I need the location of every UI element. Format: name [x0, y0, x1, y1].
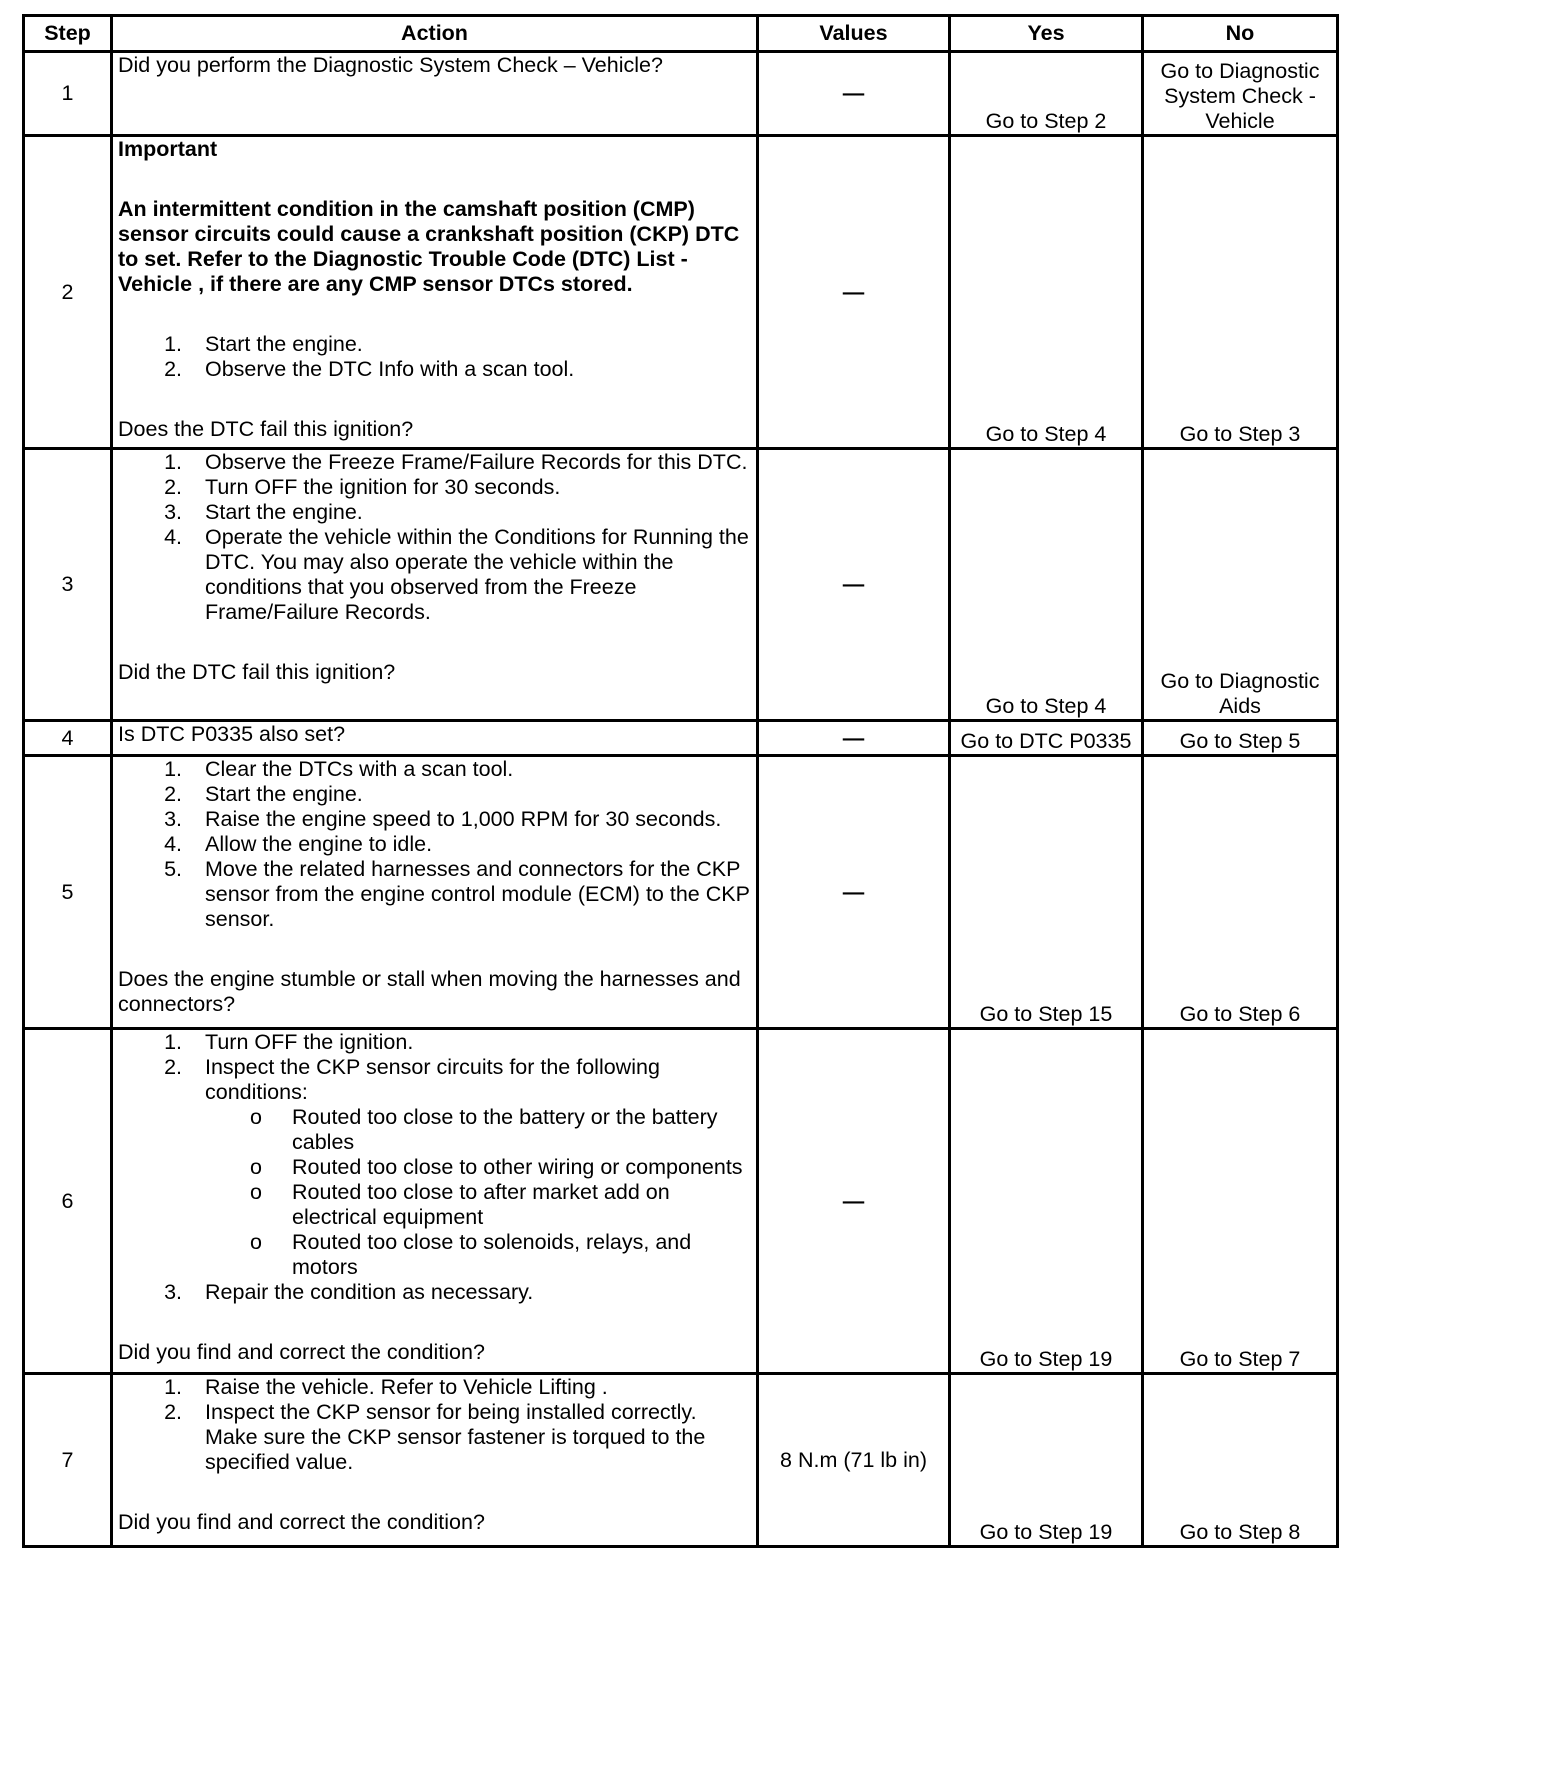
- step-index: 1.: [164, 757, 182, 781]
- procedure-step: [118, 332, 751, 357]
- step-index: 5.: [164, 857, 182, 881]
- important-label: Important: [118, 137, 218, 161]
- table-row: [24, 1029, 1338, 1374]
- table-row: [24, 756, 1338, 1029]
- step-text: Inspect the CKP sensor circuits for the following conditions:: [205, 1055, 660, 1104]
- no-action: Go to Step 6: [1143, 756, 1338, 1029]
- no-action: Go to Step 3: [1143, 136, 1338, 449]
- table-row: [24, 449, 1338, 721]
- question-text: Did you find and correct the condition?: [118, 1340, 485, 1364]
- action-cell: [112, 136, 758, 449]
- action-cell: [112, 449, 758, 721]
- step-index: 1.: [164, 1030, 182, 1054]
- header-step: Step: [24, 16, 112, 52]
- no-action: Go to Step 8: [1143, 1374, 1338, 1547]
- condition-item: [205, 1155, 751, 1180]
- header-yes: Yes: [950, 16, 1143, 52]
- step-index: 4.: [164, 832, 182, 856]
- procedure-step: [118, 357, 751, 382]
- condition-list: [205, 1105, 751, 1280]
- action-cell: [112, 1374, 758, 1547]
- step-text: Turn OFF the ignition for 30 seconds.: [205, 475, 561, 499]
- question-text: Did you perform the Diagnostic System Check – Vehicle?: [118, 53, 663, 77]
- table-row: [24, 136, 1338, 449]
- bullet-marker: o: [250, 1155, 262, 1179]
- procedure-step: [118, 782, 751, 807]
- step-index: 1.: [164, 1375, 182, 1399]
- step-text: Raise the vehicle. Refer to Vehicle Lifting .: [205, 1375, 608, 1399]
- yes-action: Go to Step 2: [950, 52, 1143, 136]
- step-number: 7: [24, 1374, 112, 1547]
- no-action: Go to Diagnostic System Check - Vehicle: [1143, 52, 1338, 136]
- step-text: Allow the engine to idle.: [205, 832, 433, 856]
- diagnostic-table: [22, 14, 1339, 1548]
- procedure-step: [118, 525, 751, 625]
- step-index: 3.: [164, 500, 182, 524]
- header-action: Action: [112, 16, 758, 52]
- question-text: Does the engine stumble or stall when moving the harnesses and connectors?: [118, 967, 741, 1016]
- procedure-step: [118, 1055, 751, 1280]
- step-text: Start the engine.: [205, 500, 363, 524]
- step-text: Turn OFF the ignition.: [205, 1030, 414, 1054]
- procedure-step: [118, 450, 751, 475]
- step-index: 3.: [164, 807, 182, 831]
- yes-action: Go to DTC P0335: [950, 721, 1143, 756]
- procedure-step: [118, 1400, 751, 1475]
- table-row: [24, 721, 1338, 756]
- step-text: Move the related harnesses and connectors for the CKP sensor from the engine control module (ECM) to the CKP sensor.: [205, 857, 750, 931]
- step-number: 4: [24, 721, 112, 756]
- step-number: 5: [24, 756, 112, 1029]
- no-action: Go to Step 5: [1143, 721, 1338, 756]
- procedure-step: [118, 807, 751, 832]
- yes-action: Go to Step 19: [950, 1374, 1143, 1547]
- condition-item: [205, 1230, 751, 1280]
- action-cell: [112, 721, 758, 756]
- question-text: Is DTC P0335 also set?: [118, 722, 346, 746]
- bullet-marker: o: [250, 1230, 262, 1254]
- step-text: Operate the vehicle within the Conditions for Running the DTC. You may also operate the vehicle within the conditions that you observed from the Freeze Frame/Failure Records.: [205, 525, 749, 624]
- step-text: Raise the engine speed to 1,000 RPM for 30 seconds.: [205, 807, 722, 831]
- values-cell: —: [758, 52, 950, 136]
- step-text: Clear the DTCs with a scan tool.: [205, 757, 514, 781]
- procedure-list: [118, 1375, 751, 1475]
- action-cell: [112, 756, 758, 1029]
- question-text: Did you find and correct the condition?: [118, 1510, 485, 1534]
- no-action: Go to Diagnostic Aids: [1143, 449, 1338, 721]
- yes-action: Go to Step 15: [950, 756, 1143, 1029]
- step-text: Start the engine.: [205, 332, 363, 356]
- step-index: 1.: [164, 450, 182, 474]
- procedure-step: [118, 475, 751, 500]
- procedure-list: [118, 332, 751, 382]
- step-text: Observe the DTC Info with a scan tool.: [205, 357, 575, 381]
- procedure-step: [118, 1030, 751, 1055]
- step-text: Observe the Freeze Frame/Failure Records for this DTC.: [205, 450, 748, 474]
- bullet-marker: o: [250, 1180, 262, 1204]
- condition-text: Routed too close to the battery or the battery cables: [292, 1105, 718, 1154]
- procedure-list: [118, 450, 751, 625]
- step-text: Start the engine.: [205, 782, 363, 806]
- values-cell: 8 N.m (71 lb in): [758, 1374, 950, 1547]
- question-text: Did the DTC fail this ignition?: [118, 660, 396, 684]
- step-index: 4.: [164, 525, 182, 549]
- important-note: An intermittent condition in the camshaft position (CMP) sensor circuits could cause a crankshaft position (CKP) DTC to set. Refer to the Diagnostic Trouble Code (DTC) List - Vehicle , if there are any CMP sensor DTCs stored.: [118, 197, 740, 296]
- values-cell: —: [758, 1029, 950, 1374]
- step-index: 2.: [164, 475, 182, 499]
- header-values: Values: [758, 16, 950, 52]
- yes-action: Go to Step 19: [950, 1029, 1143, 1374]
- step-index: 1.: [164, 332, 182, 356]
- condition-text: Routed too close to other wiring or components: [292, 1155, 743, 1179]
- step-index: 2.: [164, 782, 182, 806]
- values-cell: —: [758, 721, 950, 756]
- procedure-step: [118, 500, 751, 525]
- action-cell: [112, 52, 758, 136]
- step-text: Repair the condition as necessary.: [205, 1280, 534, 1304]
- procedure-step: [118, 1280, 751, 1305]
- table-row: [24, 1374, 1338, 1547]
- yes-action: Go to Step 4: [950, 449, 1143, 721]
- step-text: Inspect the CKP sensor for being installed correctly. Make sure the CKP sensor fastener is torqued to the specified value.: [205, 1400, 706, 1474]
- action-cell: [112, 1029, 758, 1374]
- condition-item: [205, 1105, 751, 1155]
- procedure-list: [118, 1030, 751, 1305]
- no-action: Go to Step 7: [1143, 1029, 1338, 1374]
- step-index: 2.: [164, 1055, 182, 1079]
- table-row: [24, 52, 1338, 136]
- step-number: 2: [24, 136, 112, 449]
- header-row: [24, 16, 1338, 52]
- step-number: 1: [24, 52, 112, 136]
- condition-text: Routed too close to solenoids, relays, and motors: [292, 1230, 692, 1279]
- step-index: 2.: [164, 357, 182, 381]
- procedure-step: [118, 857, 751, 932]
- yes-action: Go to Step 4: [950, 136, 1143, 449]
- bullet-marker: o: [250, 1105, 262, 1129]
- step-index: 2.: [164, 1400, 182, 1424]
- procedure-list: [118, 757, 751, 932]
- condition-item: [205, 1180, 751, 1230]
- procedure-step: [118, 1375, 751, 1400]
- step-number: 3: [24, 449, 112, 721]
- question-text: Does the DTC fail this ignition?: [118, 417, 414, 441]
- header-no: No: [1143, 16, 1338, 52]
- condition-text: Routed too close to after market add on electrical equipment: [292, 1180, 670, 1229]
- values-cell: —: [758, 136, 950, 449]
- procedure-step: [118, 757, 751, 782]
- step-number: 6: [24, 1029, 112, 1374]
- step-index: 3.: [164, 1280, 182, 1304]
- values-cell: —: [758, 756, 950, 1029]
- values-cell: —: [758, 449, 950, 721]
- procedure-step: [118, 832, 751, 857]
